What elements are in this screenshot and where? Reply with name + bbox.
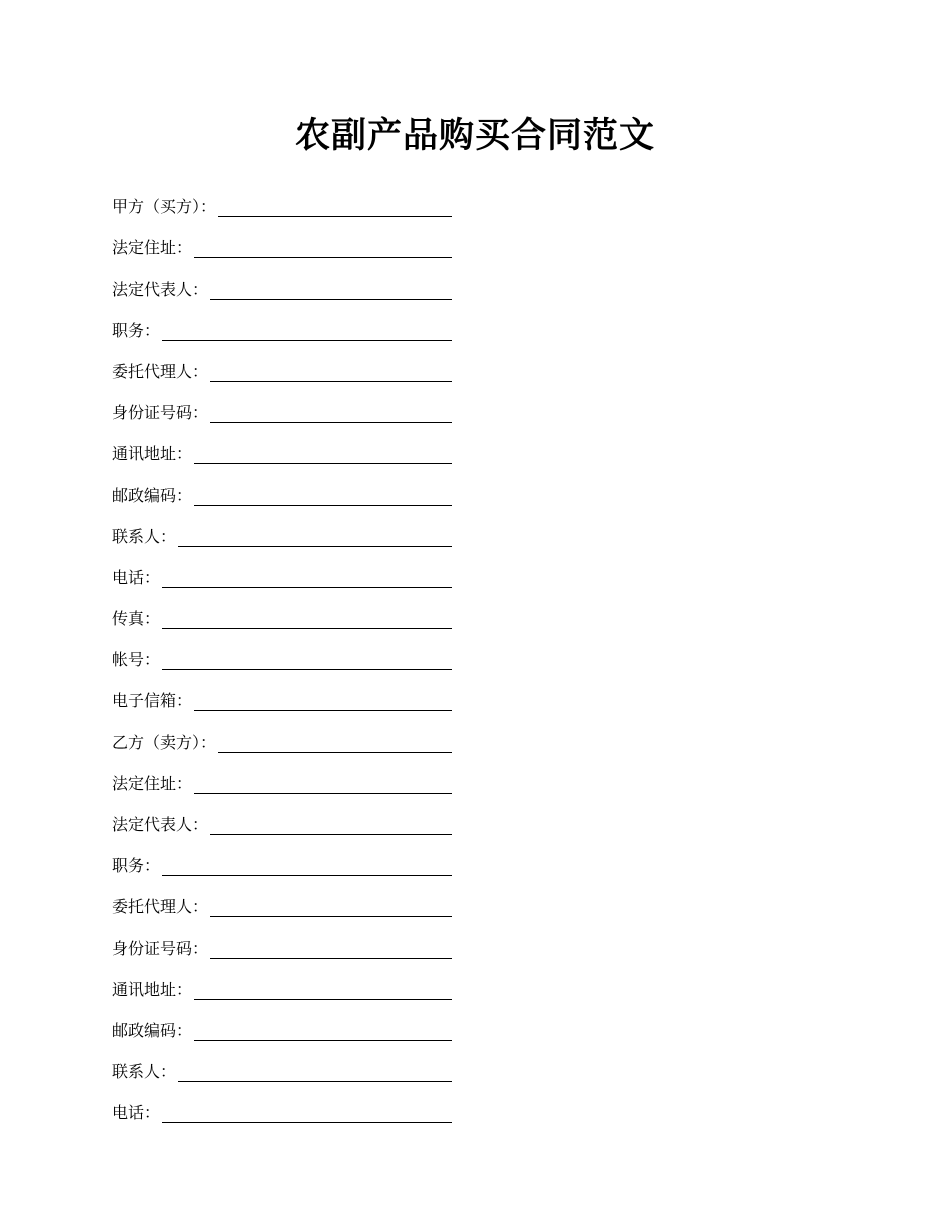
field-blank <box>210 934 452 959</box>
field-row <box>112 260 452 301</box>
field-row <box>112 1084 452 1125</box>
field-blank <box>194 975 452 1000</box>
field-label: 通讯地址： <box>112 979 193 999</box>
field-label: 职务： <box>112 320 161 340</box>
document-title: 农副产品购买合同范文 <box>294 115 655 156</box>
field-row <box>112 384 452 425</box>
field-row <box>112 837 452 878</box>
field-row <box>112 755 452 796</box>
field-label: 乙方（卖方）： <box>112 732 217 752</box>
field-row <box>112 343 452 384</box>
field-label: 法定住址： <box>112 238 193 258</box>
field-blank <box>162 316 452 341</box>
field-label: 传真： <box>112 609 161 629</box>
field-label: 邮政编码： <box>112 1020 193 1040</box>
field-blank <box>178 522 452 547</box>
field-row <box>112 631 452 672</box>
field-label: 身份证号码： <box>112 938 209 958</box>
field-row <box>112 425 452 466</box>
field-row <box>112 1043 452 1084</box>
field-blank <box>162 645 452 670</box>
field-blank <box>210 357 452 382</box>
field-label: 联系人： <box>112 526 177 546</box>
field-row <box>112 672 452 713</box>
field-label: 甲方（买方）： <box>112 197 217 217</box>
field-label: 职务： <box>112 856 161 876</box>
field-blank <box>194 439 452 464</box>
field-blank <box>194 233 452 258</box>
field-label: 联系人： <box>112 1062 177 1082</box>
field-label: 身份证号码： <box>112 403 209 423</box>
field-label: 委托代理人： <box>112 361 209 381</box>
field-row <box>112 178 452 219</box>
field-label: 法定代表人： <box>112 815 209 834</box>
field-blank <box>210 892 452 917</box>
field-row <box>112 302 452 343</box>
field-blank <box>218 192 452 217</box>
field-blank <box>162 604 452 629</box>
field-row <box>112 219 452 260</box>
field-blank <box>210 398 452 423</box>
field-blank <box>162 563 452 588</box>
field-label: 法定住址： <box>112 773 193 793</box>
field-row <box>112 713 452 754</box>
field-row <box>112 961 452 1002</box>
field-label: 委托代理人： <box>112 897 209 917</box>
field-blank <box>194 1016 452 1041</box>
field-row <box>112 1002 452 1043</box>
field-label: 邮政编码： <box>112 485 193 505</box>
field-row <box>112 466 452 507</box>
field-row <box>112 919 452 960</box>
field-label: 电话： <box>112 1103 161 1123</box>
field-blank <box>162 851 452 876</box>
field-row <box>112 508 452 549</box>
field-blank <box>194 481 452 506</box>
field-blank <box>210 275 452 300</box>
field-blank <box>194 686 452 711</box>
field-blank <box>178 1057 452 1082</box>
field-blank <box>194 769 452 794</box>
field-row <box>112 590 452 631</box>
field-label: 电话： <box>112 567 161 587</box>
field-blank <box>210 810 452 835</box>
field-label: 电子信箱： <box>112 691 193 711</box>
field-row <box>112 796 452 837</box>
field-label: 通讯地址： <box>112 444 193 464</box>
field-blank <box>162 1098 452 1123</box>
field-row <box>112 878 452 919</box>
party-info-fields <box>112 178 452 1125</box>
field-label: 法定代表人： <box>112 279 209 299</box>
field-label: 帐号： <box>112 650 161 670</box>
field-row <box>112 549 452 590</box>
field-blank <box>218 728 452 753</box>
